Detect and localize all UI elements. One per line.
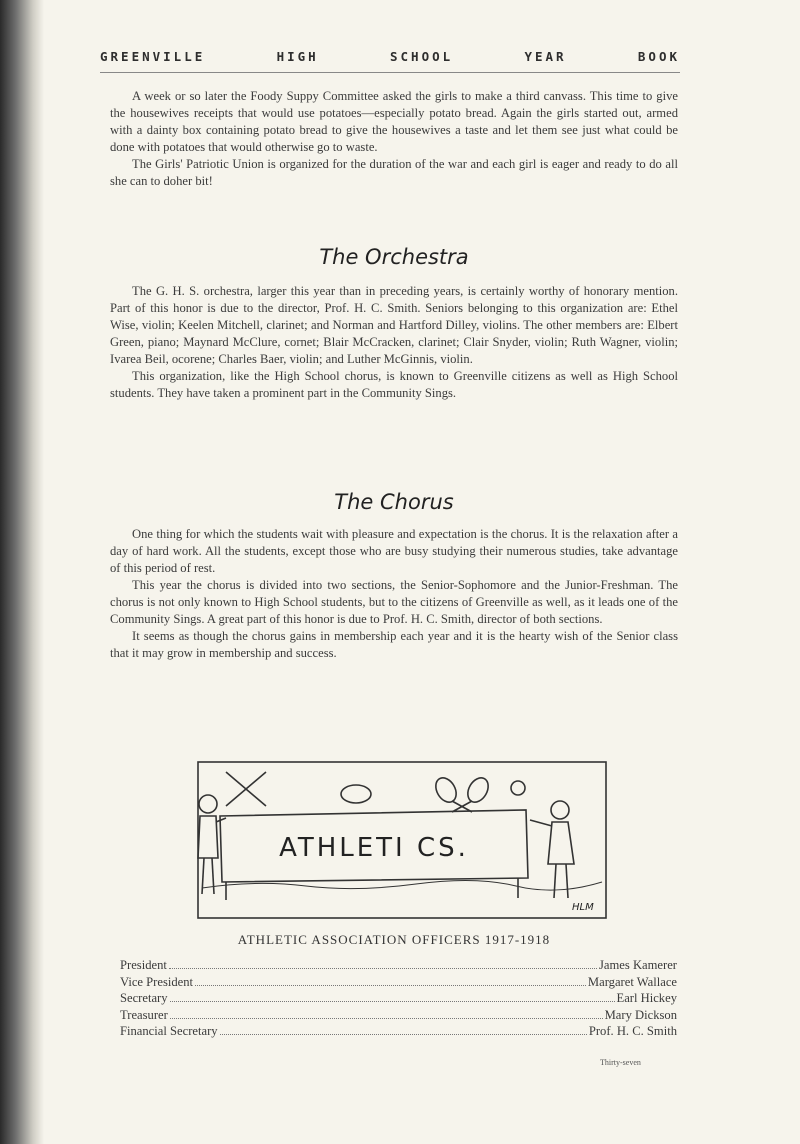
crossed-bats-icon [226, 772, 266, 806]
chorus-heading: The Chorus [334, 490, 454, 514]
office-label: Financial Secretary [120, 1024, 218, 1038]
paragraph: One thing for which the students wait with pleasure and expectation is the chorus. It is the relaxation after a day of hard work. All the students, except those who are busy studying their numerous studies, take advantage of this period of rest. [110, 527, 678, 575]
running-head-word: YEAR [524, 49, 567, 64]
running-head-word: HIGH [276, 49, 319, 64]
football-icon [341, 785, 371, 803]
paragraph: The Girls' Patriotic Union is organized for the duration of the war and each girl is eager and ready to do all she can to doher bit! [110, 157, 678, 188]
orchestra-section [110, 283, 678, 402]
dot-leader [195, 985, 586, 986]
officer-name: Prof. H. C. Smith [588, 1024, 677, 1038]
officer-row [120, 1007, 677, 1024]
paragraph: A week or so later the Foody Suppy Committee asked the girls to make a third canvass. This time to give the housewives receipts that would use potatoes—especially potato bread. Again the girls started out, armed with a dainty box containing potato bread to give the housewives a taste and let them see just what could be done with potatoes that would otherwise go to waste. [110, 89, 678, 154]
office-label: Secretary [120, 991, 168, 1005]
paragraph: It seems as though the chorus gains in membership each year and it is the hearty wish of the Senior class that it may grow in membership and success. [110, 629, 678, 660]
paragraph: This year the chorus is divided into two sections, the Senior-Sophomore and the Junior-Freshman. The chorus is not only known to High School students, but to the citizens of Greenville as well, as it leads one of the Community Sings. A great part of this honor is due to Prof. H. C. Smith, director of both sections. [110, 578, 678, 626]
running-head [100, 49, 680, 64]
book-spine-shadow [0, 0, 44, 1144]
office-label: President [120, 958, 167, 972]
header-rule [100, 72, 680, 73]
athletics-illustration [196, 760, 608, 920]
paragraph: The G. H. S. orchestra, larger this year than in preceding years, is certainly worthy of honorary mention. Part of this honor is due to the director, Prof. H. C. Smith. Seniors belonging to this organization are: Ethel Wise, violin; Keelen Mitchell, clarinet; and Norman and Hartford Dilley, violins. The other members are: Elbert Green, piano; Maynard McClure, cornet; Blair McCracken, clarinet; Clair Snyder, violin; Ruth Wagner, violin; Ivarea Beil, ocorene; Charles Baer, violin; and Luther McGinnis, violin. [110, 284, 678, 366]
officer-row [120, 990, 677, 1007]
banner-text: ATHLETI CS. [279, 833, 469, 863]
page-number: Thirty-seven [600, 1058, 641, 1067]
dot-leader [170, 1001, 615, 1002]
chorus-section [110, 526, 678, 662]
running-head-word: BOOK [637, 49, 680, 64]
intro-section [110, 88, 678, 190]
running-head-word: SCHOOL [390, 49, 454, 64]
officer-row [120, 1023, 677, 1040]
dot-leader [169, 968, 597, 969]
crossed-rackets-icon [432, 774, 493, 812]
office-label: Vice President [120, 974, 194, 989]
officers-list [120, 957, 677, 1040]
officer-name: Mary Dickson [604, 1007, 677, 1022]
running-head-word: GREENVILLE [100, 49, 206, 64]
girl-figure [530, 801, 574, 898]
ball-icon [511, 781, 525, 795]
orchestra-heading: The Orchestra [319, 245, 469, 269]
officer-name: Earl Hickey [616, 991, 677, 1005]
officers-title: ATHLETIC ASSOCIATION OFFICERS 1917-1918 [237, 932, 551, 947]
artist-signature: HLM [572, 902, 594, 913]
officer-name: James Kamerer [599, 958, 677, 972]
dot-leader [170, 1018, 603, 1019]
dot-leader [220, 1034, 587, 1035]
paragraph: This organization, like the High School chorus, is known to Greenville citizens as well as High School students. They have taken a prominent part in the Community Sings. [110, 369, 678, 400]
officer-row [120, 957, 677, 974]
officer-row [120, 974, 677, 991]
officer-name: Margaret Wallace [587, 974, 677, 989]
office-label: Treasurer [120, 1007, 168, 1022]
